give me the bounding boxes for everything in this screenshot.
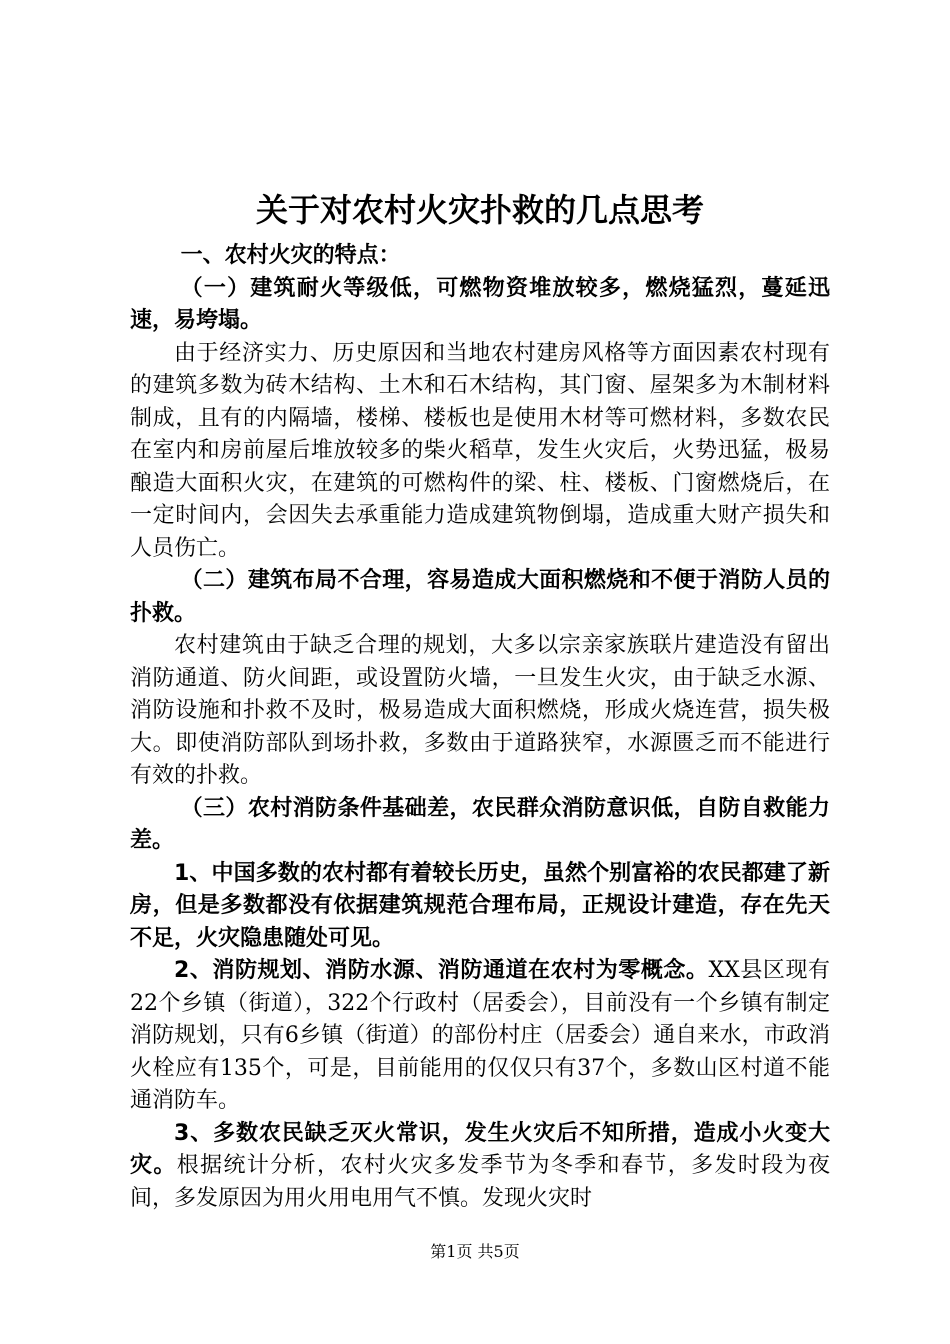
- list-item-3: [130, 1118, 830, 1216]
- document-title: 关于对农村火灾扑救的几点思考: [255, 191, 704, 229]
- section-heading: 一、农村火灾的特点：: [180, 243, 401, 268]
- list-item-3-lead: 3、多数农民缺乏灭火常识，发生火灾后不知所措，造成小火变大灾。: [130, 1120, 830, 1178]
- paragraph-1: 由于经济实力、历史原因和当地农村建房风格等方面因素农村现有的建筑多数为砖木结构、土木和石木结构，其门窗、屋架多为木制材料制成，且有的内隔墙，楼梯、楼板也是使用木材等可燃材料，多数农民在室内和房前屋后堆放较多的柴火稻草，发生火灾后，火势迅猛，极易酿造大面积火灾，在建筑的可燃构件的梁、柱、楼板、门窗燃烧后，在一定时间内，会因失去承重能力造成建筑物倒塌，造成重大财产损失和人员伤亡。: [130, 340, 830, 561]
- page-indicator: 第1页 共5页: [430, 1242, 520, 1261]
- list-item-3-body: 根据统计分析，农村火灾多发季节为冬季和春节，多发时段为夜间，多发原因为用火用电用气不慎。发现火灾时: [130, 1153, 830, 1211]
- subsection-heading-1: （一）建筑耐火等级低，可燃物资堆放较多，燃烧猛烈，蔓延迅速，易垮塌。: [130, 275, 830, 333]
- list-item-2: [130, 955, 830, 1118]
- paragraph-2: 农村建筑由于缺乏合理的规划，大多以宗亲家族联片建造没有留出消防通道、防火间距，或设置防火墙，一旦发生火灾，由于缺乏水源、消防设施和扑救不及时，极易造成大面积燃烧，形成火烧连营，损失极大。即使消防部队到场扑救，多数由于道路狭窄，水源匮乏而不能进行有效的扑救。: [130, 633, 830, 788]
- subsection-heading-2: （二）建筑布局不合理，容易造成大面积燃烧和不便于消防人员的扑救。: [130, 568, 830, 626]
- list-item-1: 1、中国多数的农村都有着较长历史，虽然个别富裕的农民都建了新房，但是多数都没有依据建筑规范合理布局，正规设计建造，存在先天不足，火灾隐患随处可见。: [130, 860, 830, 951]
- subsection-heading-3: （三）农村消防条件基础差，农民群众消防意识低，自防自救能力差。: [130, 795, 830, 853]
- list-item-2-body: XX县区现有22个乡镇（街道），322个行政村（居委会），目前没有一个乡镇有制定消防规划，只有6乡镇（街道）的部份村庄（居委会）通自来水，市政消火栓应有135个，可是，目前能用的仅仅只有37个，多数山区村道不能通消防车。: [130, 958, 831, 1113]
- list-item-2-lead: 2、消防规划、消防水源、消防通道在农村为零概念。: [174, 958, 709, 983]
- document-body: [130, 190, 830, 1215]
